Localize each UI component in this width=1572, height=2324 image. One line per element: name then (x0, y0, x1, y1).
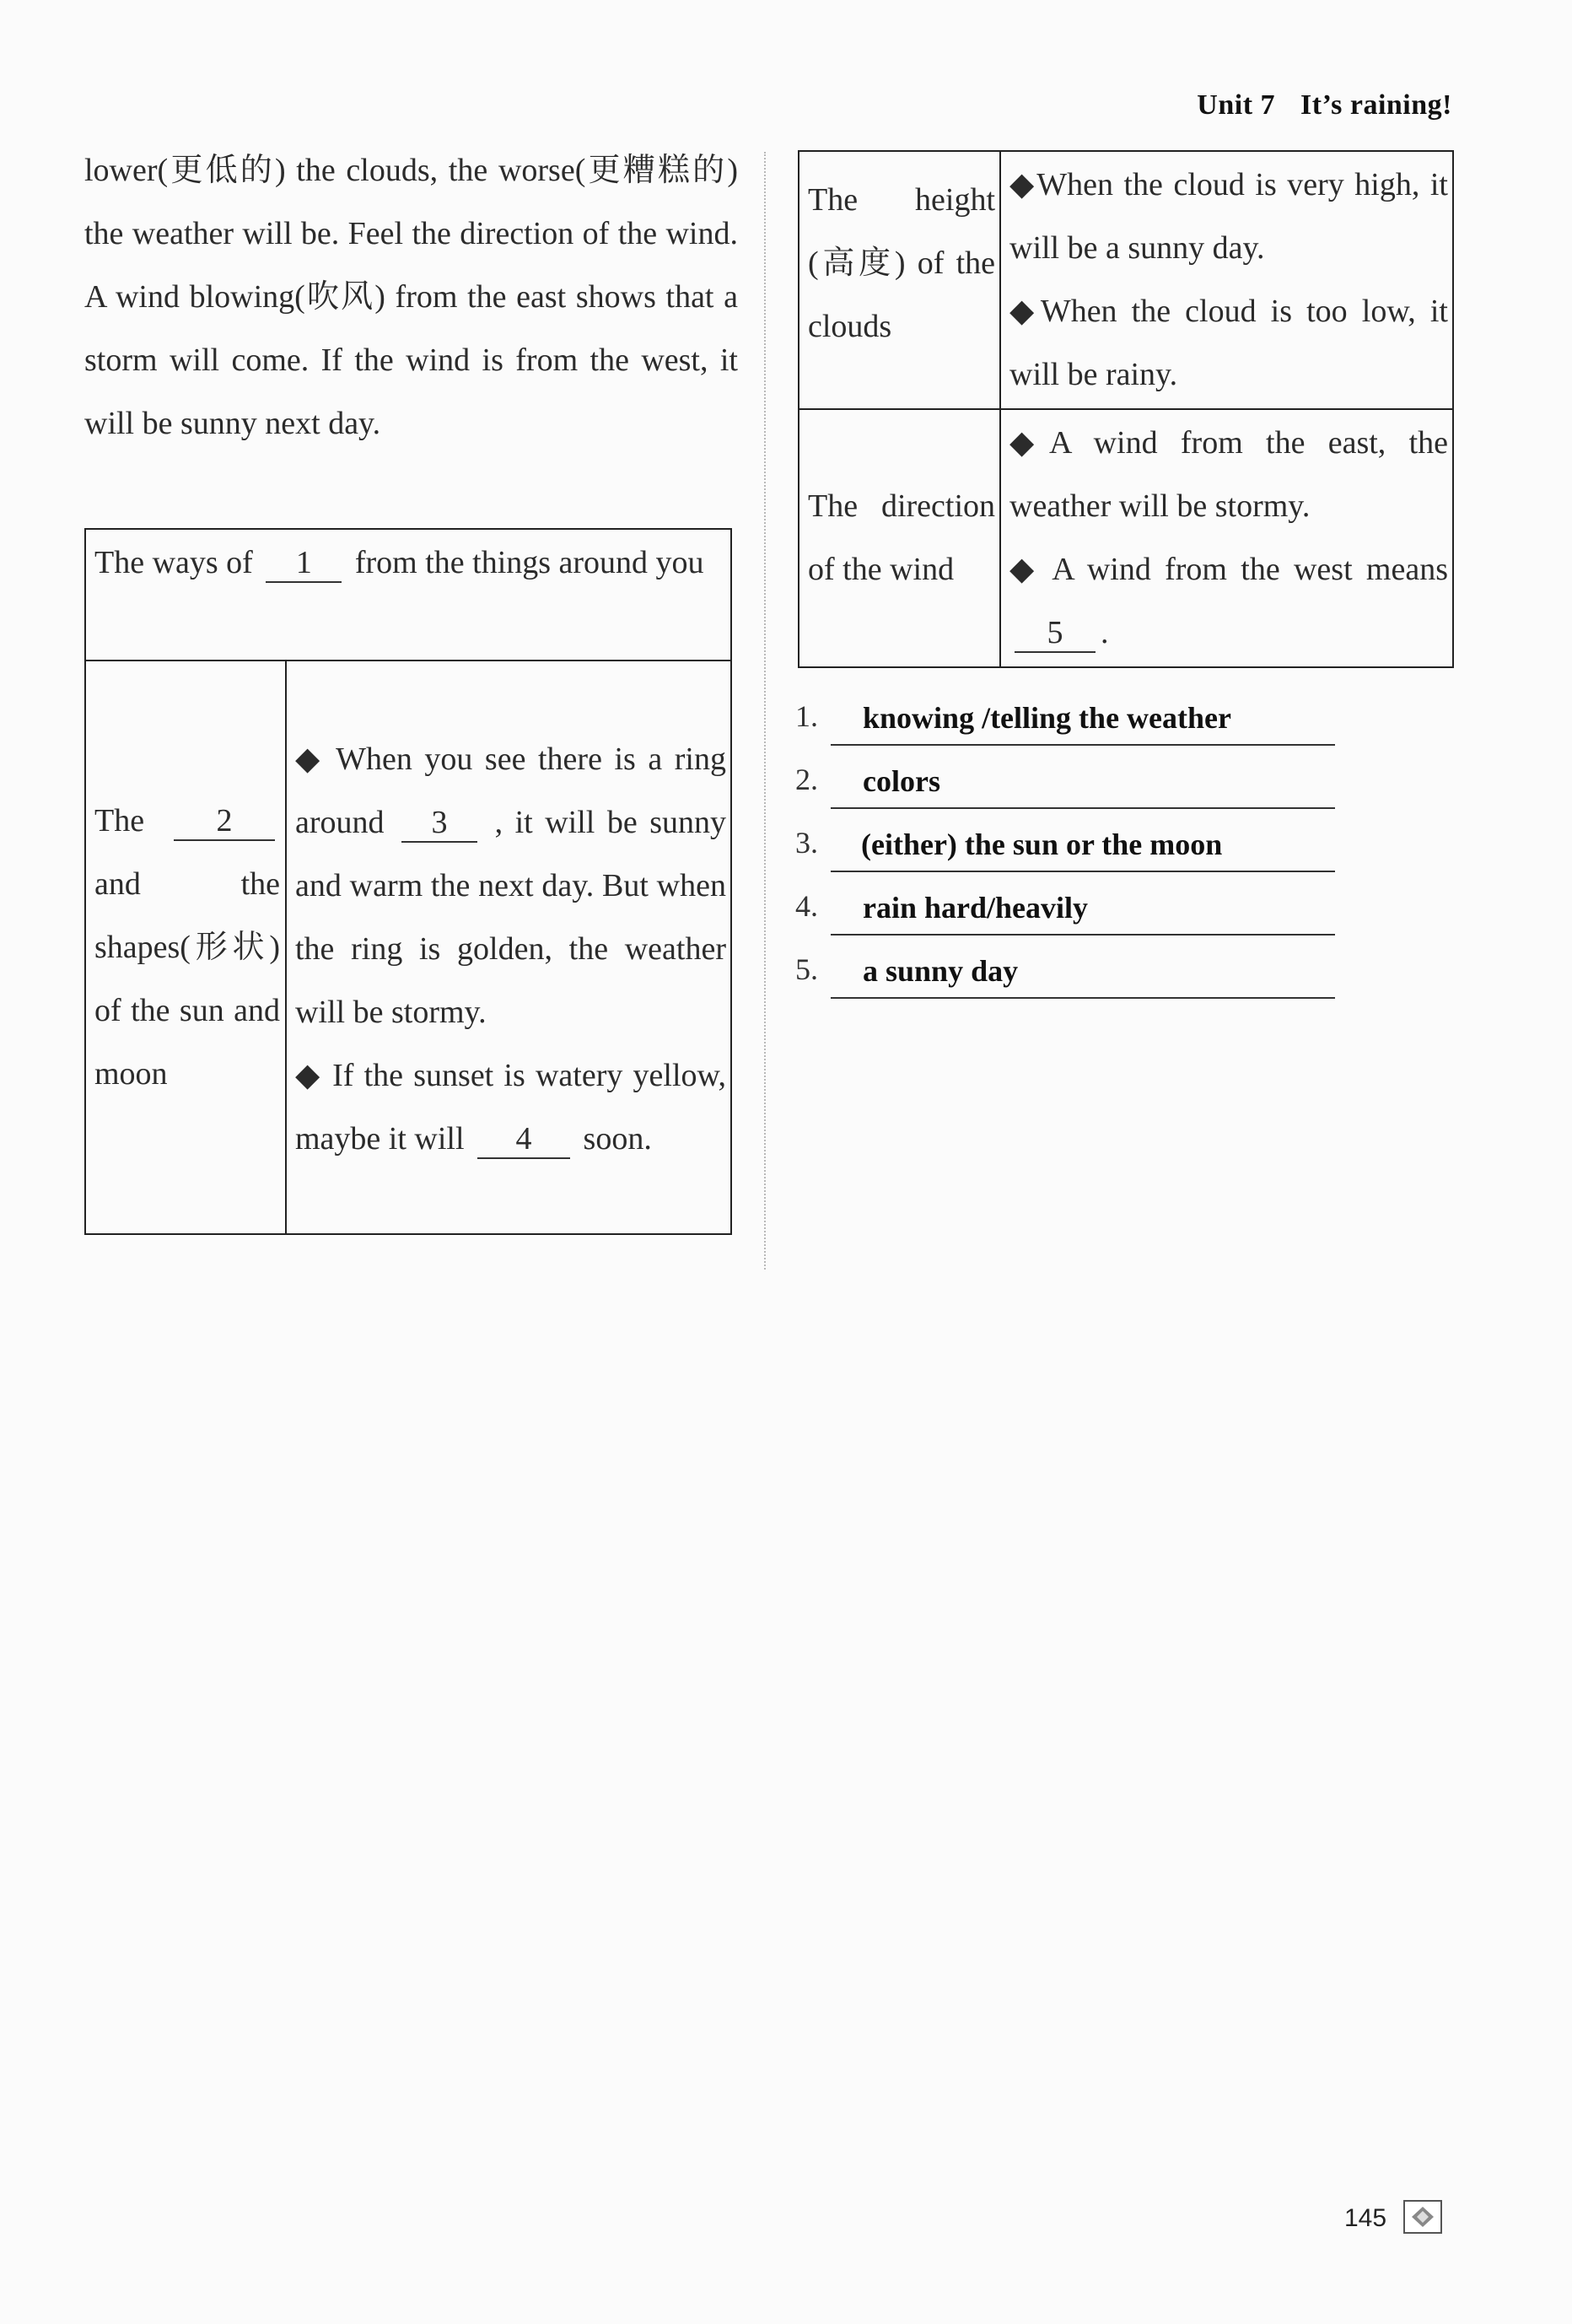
ways-table-header: The ways of 1 from the things around you (85, 529, 731, 661)
sun-moon-desc-cell (286, 661, 731, 1234)
blank-4: 4 (477, 1120, 570, 1159)
answer-text: (either) the sun or the moon (831, 827, 1335, 872)
blank-5: 5 (1015, 614, 1096, 653)
page-header (1197, 89, 1452, 121)
direction-point-2: ◆ A wind from the west means 5 . (1009, 538, 1448, 665)
answer-text: colors (831, 763, 1335, 809)
height-desc-cell (1000, 151, 1453, 409)
answer-number: 1. (795, 699, 818, 733)
answer-line-2 (795, 762, 1335, 812)
direction-point-1: ◆A wind from the east, the weather will be stormy. (1009, 425, 1448, 524)
page-diamond-icon (1403, 2200, 1442, 2234)
ways-table (84, 528, 732, 1235)
height-point-2: ◆When the cloud is too low, it will be rainy. (1009, 294, 1448, 392)
answer-text: a sunny day (831, 953, 1335, 999)
bullet-icon: ◆ (1009, 425, 1049, 461)
sun-moon-point-1: ◆ When you see there is a ring around 3 , it will be sunny and warm the next day. But when the ring is golden, the weather will be stormy. (295, 741, 726, 1030)
direction-label-cell: The direction of the wind (799, 409, 1000, 667)
sun-moon-point-2: ◆ If the sunset is watery yellow, maybe it will 4 soon. (295, 1044, 726, 1171)
bullet-icon: ◆ (1009, 167, 1037, 202)
answer-number: 4. (795, 889, 818, 923)
direction-desc-cell (1000, 409, 1453, 667)
answer-line-5 (795, 952, 1335, 1002)
answer-number: 5. (795, 952, 818, 986)
bullet-icon: ◆ (295, 741, 325, 777)
blank-3: 3 (401, 804, 477, 843)
bullet-icon: ◆ (295, 1057, 322, 1093)
height-label-cell: The height (高度) of the clouds (799, 151, 1000, 409)
page-number: 145 (1344, 2204, 1387, 2232)
answer-line-4 (795, 888, 1335, 939)
passage-text: lower(更低的) the clouds, the worse(更糟糕的) the weather will be. Feel the direction of the wind. A wind blowing(吹风) from the east shows that a storm will come. If the wind is from the west, it will be sunny next day. (84, 153, 738, 441)
height-point-1: ◆When the cloud is very high, it will be a sunny day. (1009, 167, 1448, 266)
column-divider (764, 152, 766, 1270)
answer-number: 3. (795, 826, 818, 860)
answer-line-3 (795, 825, 1335, 876)
sun-moon-label-cell: The 2 and the shapes(形状) of the sun and moon (85, 661, 286, 1234)
answer-text: rain hard/heavily (831, 890, 1335, 936)
blank-1: 1 (266, 544, 342, 583)
answer-text: knowing /telling the weather (831, 700, 1335, 746)
clouds-wind-table (798, 150, 1454, 668)
blank-2: 2 (174, 802, 275, 841)
unit-label: Unit 7 (1197, 89, 1276, 121)
reading-passage (84, 139, 738, 456)
answer-line-1 (795, 698, 1335, 749)
bullet-icon: ◆ (1009, 294, 1041, 329)
answer-number: 2. (795, 763, 818, 796)
unit-title: It’s raining! (1300, 89, 1452, 121)
bullet-icon: ◆ (1009, 552, 1041, 587)
